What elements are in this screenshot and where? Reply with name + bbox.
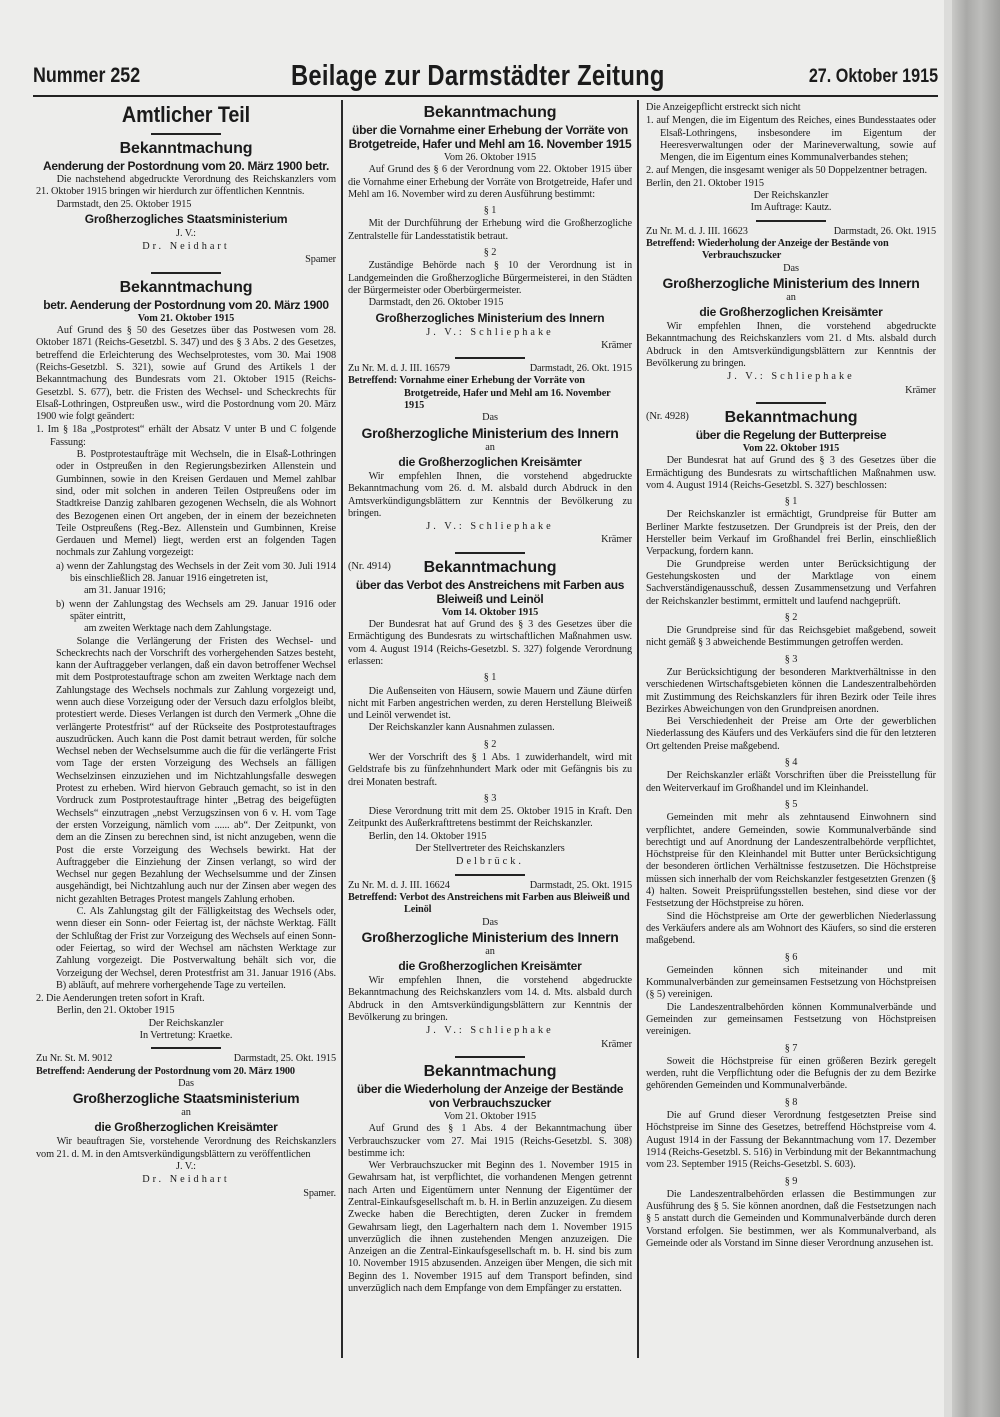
text: Amtlicher Teil: [121, 102, 251, 127]
paragraph: [348, 260, 632, 297]
text: Bekanntmachung: [724, 408, 858, 426]
text: Die Landeszentralbehörden können Kommunalverbände und Gemeinden zur gemeinsamen Festsetzung von Höchstpreisen vereinigen.: [646, 1001, 936, 1038]
text: Der Reichskanzler erläßt Vorschriften über die Preisstellung für den Weiterverkauf im Großhandel und im Kleinhandel.: [646, 770, 936, 794]
subject-line: [348, 892, 632, 917]
paragraph: [646, 625, 936, 650]
issue-date: 27. Oktober 1915: [808, 66, 938, 87]
paragraph: [646, 716, 936, 753]
subject-line: [36, 1066, 336, 1078]
centered-line: [646, 190, 936, 202]
centered-line: [36, 1018, 336, 1030]
signature: [348, 327, 632, 339]
text: Gemeinden können sich miteinander und mit Kommunalverbänden zur gemeinsamen Festsetzung von Höchstpreisen (§ 5) vereinigen.: [646, 964, 936, 1001]
centered-line: [36, 1161, 336, 1173]
authority-name: [348, 455, 632, 470]
centered-line: [646, 292, 936, 304]
text: Großherzogliche Staatsministerium: [72, 1090, 300, 1107]
text: Das: [482, 916, 498, 928]
paragraph: [36, 636, 336, 907]
book-spine-edge: [952, 0, 1000, 1417]
paragraph: [646, 509, 936, 558]
text: Vom 21. Oktober 1915: [443, 1110, 537, 1122]
text: Das: [783, 262, 799, 274]
text: Zur Berücksichtigung der besonderen Marktverhältnisse in den verschiedenen Wirtschaftsgebieten können die Landeszentralbehörden mit Zustimmung des Reichskanzlers für ihren Bezirk oder Teile ihres Bezirkes Abweichungen von den Grundpreisen anordnen.: [646, 666, 936, 715]
reference-line: [348, 880, 632, 892]
reference-number: Zu Nr. M. d. J. III. 16624: [348, 879, 450, 891]
centered-line: [348, 442, 632, 454]
paragraph: [348, 164, 632, 201]
text: Bei Verschiedenheit der Preise am Orte der gewerblichen Niederlassung des Käufers und des Verkäufers sind die für den letzteren Ort geltenden Preise maßgebend.: [646, 716, 936, 752]
notice-number: (Nr. 4914): [348, 560, 391, 572]
text: § 7: [784, 1042, 798, 1054]
text: Großherzogliches Staatsministerium: [84, 211, 288, 226]
text: Wir empfehlen Ihnen, die vorstehend abgedruckte Bekanntmachung des Reichskanzlers vom 21. d Mts. alsbald durch Abdruck in den Amtsverkündigungsblättern zur Kenntnis der Bevölkerung zu bringen.: [646, 321, 936, 370]
reference-date: Darmstadt, 25. Okt. 1915: [233, 1053, 336, 1065]
paragraph: [646, 812, 936, 910]
signature: [348, 856, 632, 868]
paragraph: [36, 325, 336, 423]
paragraph: [646, 911, 936, 948]
text: am 31. Januar 1916;: [84, 585, 166, 597]
paragraph: [646, 102, 936, 114]
section-number: [646, 1043, 936, 1055]
paragraph: [348, 1160, 632, 1295]
text: Wir empfehlen Ihnen, die vorstehend abgedruckte Bekanntmachung vom 26. d. M. alsbald durch Abdruck in den Amtsverkündigungsblättern zur Kenntnis der Bevölkerung zu bringen.: [348, 470, 632, 519]
text: Die Außenseiten von Häusern, sowie Mauern und Zäune dürfen nicht mit Farben angestrichen werden, zu deren Herstellung Bleiweiß und Leinöl verwendet ist.: [348, 685, 632, 722]
text: B. Postprotestaufträge mit Wechseln, die in Elsaß-Lothringen oder in Ostpreußen in den Regierungsbezirken Allenstein und Gumbinnen, sowie in den Kreisen Gerdauen und Memel zahlbar sind, oder mit solchen in anderen Teilen Ostpreußens oder im Stadtkreise Danzig zahlbaren gezogenen Wechseln, die als Wohnort des Bezogenen einen Ort angeben, der in einem der bezeichneten Teile Ostpreußens (Reg.-Bez. Allenstein und Gumbinnen, Kreise Gerdauen und Memel) liegt, werden erst an folgenden Tagen nochmals zur Zahlung vorgezeigt:: [56, 449, 336, 559]
section-title: [51, 102, 321, 128]
authority-name: [36, 212, 336, 227]
notice-subject: [646, 428, 936, 442]
notice-heading: [36, 139, 336, 159]
centered-line: [348, 946, 632, 958]
notice-subject: [348, 578, 632, 606]
text: die Großherzoglichen Kreisämter: [94, 1120, 278, 1135]
text: Spamer: [305, 254, 336, 266]
subject-line: [348, 375, 632, 412]
text: J. V.: Schliephake: [426, 1025, 554, 1037]
notice-subject: [348, 123, 632, 151]
authority-name: [36, 1090, 336, 1107]
paragraph: [36, 174, 336, 199]
text: Auf Grund des § 50 des Gesetzes über das Postwesen vom 28. Oktober 1871 (Reichs-Gesetzbl. S. 347) und des § 3 Abs. 2 des Gesetzes, betreffend die Erleichterung des Wechselprotestes, vom 30. Mai 1908 (Reichs-Gesetzbl. S. 321), sowie auf Grund des Artikels 1 der Bekanntmachung des Bundesrats vom 21. Oktober 1915 (Reichs-Gesetzbl. S. 677), betr. die Fristen des Wechsel- und Scheckrechts für Elsaß-Lothringen, Ostpreußen usw., wird die Postordnung vom 20. März 1900 wie folgt geändert:: [36, 325, 336, 423]
text: Der Bundesrat hat auf Grund des § 3 des Gesetzes über die Ermächtigung des Bundesrats zu wirtschaftlichen Maßnahmen usw. vom 4. August 1914 (Reichs-Gesetzbl. S. 327) folgende Verordnung erlassen:: [348, 619, 632, 667]
text: Großherzogliche Ministerium des Innern: [361, 928, 619, 945]
text: Bekanntmachung: [423, 558, 557, 576]
text: Großherzogliche Ministerium des Innern: [361, 424, 619, 441]
text: In Vertretung: Kraetke.: [139, 1030, 233, 1041]
text: Der Reichskanzler kann Ausnahmen zulassen.: [368, 722, 555, 734]
text: Die Landeszentralbehörden erlassen die Bestimmungen zur Ausführung des § 5. Sie können anordnen, daß die Festsetzungen nach § 5 anstatt durch die Gemeinden und Kommunalverbände durch deren Vorstand erfolgen. Sie bestimmen, wer als Kommunalverband, als Gemeinde oder als Vorstand im Sinne dieser Verordnung anzusehen ist.: [646, 1188, 936, 1250]
section-number: [646, 612, 936, 624]
reference-date: Darmstadt, 25. Okt. 1915: [529, 879, 632, 891]
text: Wer Verbrauchszucker mit Beginn des 1. November 1915 in Gewahrsam hat, ist verpflichtet, die vorhandenen Mengen getrennt nach Arten und Eigentümern unter Nennung der Eigentümer der Zentral-Einkaufsgesellschaft m. b. H. in Berlin anzuzeigen. Zu diesem Zwecke haben die Berechtigten, deren Zucker in fremdem Gewahrsam liegt, den Lagerhaltern nach dem 1. November 1915 unverzüglich die ihnen zustehenden Mengen anzuzeigen. Die Anzeigen an die Zentral-Einkaufsgesellschaft m. b. H. sind bis zum 10. November 1915 abzusenden. Anzeigen über Mengen, die sich mit Beginn des 1. November 1915 auf dem Transport befinden, sind unverzüglich nach dem Empfange von dem Empfänger zu erstatten.: [348, 1160, 632, 1295]
paragraph: [36, 449, 336, 560]
paragraph: [36, 906, 336, 992]
reference-line: [348, 363, 632, 375]
paragraph: [348, 722, 632, 734]
text: 2. Die Aenderungen treten sofort in Kraft.: [36, 993, 205, 1005]
reference-date: Darmstadt, 26. Okt. 1915: [833, 225, 936, 237]
masthead-rule: [33, 95, 938, 97]
text: § 3: [483, 792, 497, 804]
text: am zweiten Werktage nach dem Zahlungstage.: [84, 623, 272, 635]
signature: [646, 371, 936, 383]
centered-line: [646, 202, 936, 214]
text: Der Reichskanzler: [148, 1017, 224, 1029]
centered-line: [348, 843, 632, 855]
notice-date: [646, 443, 936, 455]
text: Das: [482, 412, 498, 424]
text: Das: [178, 1077, 194, 1089]
section-number: [646, 1097, 936, 1109]
list-item: [36, 993, 336, 1005]
separator-rule: [455, 874, 525, 876]
paragraph: [36, 1136, 336, 1161]
notice-number: (Nr. 4928): [646, 410, 689, 422]
text: Berlin, den 21. Oktober 1915: [646, 177, 764, 189]
text: Sind die Höchstpreise am Orte der gewerblichen Niederlassung des Verkäufers andere als am Wohnort des Käufers, so sind die ersteren maßgebend.: [646, 910, 936, 947]
text: Betreffend: Vornahme einer Erhebung der Vorräte von Brotgetreide, Hafer und Mehl am 16. November 1915: [348, 375, 611, 412]
text: § 9: [784, 1175, 798, 1187]
centered-line: [348, 917, 632, 929]
text: Die Anzeigepflicht erstreckt sich nicht: [646, 102, 801, 113]
page-gutter: [944, 0, 952, 1417]
notice-heading: [36, 278, 336, 298]
separator-rule: [151, 133, 221, 135]
notice-heading: [348, 1062, 632, 1082]
list-item: [646, 115, 936, 164]
text: Dr. Neidhart: [142, 241, 230, 253]
text: an: [181, 1107, 191, 1119]
paragraph: [348, 752, 632, 789]
text: über das Verbot des Anstreichens mit Farben aus Bleiweiß und Leinöl: [355, 577, 625, 606]
paragraph: [646, 965, 936, 1002]
text: J. V.:: [176, 227, 196, 239]
text: Bekanntmachung: [423, 104, 557, 121]
text: a) wenn der Zahlungstag des Wechsels in der Zeit vom 30. Juli 1914 bis einschließlich 28. Januar 1916 eingetreten ist,: [56, 560, 336, 585]
separator-rule: [455, 357, 525, 359]
text: § 2: [483, 738, 497, 750]
authority-name: [348, 425, 632, 442]
text: Krämer: [601, 1038, 632, 1050]
reference-number: Zu Nr. M. d. J. III. 16579: [348, 363, 450, 375]
text: § 2: [483, 247, 497, 259]
signature-right: [646, 385, 936, 397]
paragraph: [36, 1005, 336, 1017]
text: die Großherzoglichen Kreisämter: [398, 959, 582, 974]
paragraph: [646, 1110, 936, 1171]
text: Krämer: [905, 384, 936, 396]
authority-name: [36, 1120, 336, 1135]
signature-right: [348, 1039, 632, 1051]
paragraph: [348, 218, 632, 243]
centered-line: [348, 412, 632, 424]
notice-date: [36, 313, 336, 325]
text: § 8: [784, 1096, 798, 1108]
text: J. V.: Schliephake: [727, 371, 855, 383]
notice-date: [348, 607, 632, 619]
section-number: [646, 1176, 936, 1188]
section-number: [646, 654, 936, 666]
text: Auf Grund des § 1 Abs. 4 der Bekanntmachung über Verbrauchszucker vom 27. Mai 1915 (Reichs-Gesetzbl. S. 308) bestimme ich:: [348, 1123, 632, 1159]
reference-line: [36, 1053, 336, 1065]
notice-heading: [348, 558, 632, 578]
separator-rule: [756, 220, 826, 222]
authority-name: [646, 305, 936, 320]
text: Gemeinden mit mehr als zehntausend Einwohnern sind verpflichtet, andere Gemeinden, sowie Kommunalverbände sind berechtigt und auf Anordnung der Landeszentralbehörde verpflichtet, Höchstpreise für den Kleinhandel mit Butter unter Berücksichtigung der besonderen örtlichen Verhältnisse festzusetzen. Die Höchstpreise müssen sich innerhalb der vom Reichskanzler festgesetzten Grenzen (§ 4) halten. Soweit Preisprüfungsstellen bestehen, sind diese vor der Festsetzung der Höchstpreise zu hören.: [646, 812, 936, 910]
text: Vom 14. Oktober 1915: [441, 606, 539, 618]
text: Vom 21. Oktober 1915: [137, 312, 235, 324]
newspaper-title: Beilage zur Darmstädter Zeitung: [291, 60, 665, 92]
issue-number: Nummer 252: [33, 64, 141, 87]
section-number: [646, 799, 936, 811]
text: betr. Aenderung der Postordnung vom 20. März 1900: [43, 297, 329, 312]
text: J. V.: Schliephake: [426, 326, 554, 338]
notice-subject: [36, 298, 336, 312]
text: Bekanntmachung: [119, 140, 253, 157]
text: Der Stellvertreter des Reichskanzlers: [415, 843, 565, 855]
text: die Großherzoglichen Kreisämter: [699, 305, 883, 320]
text: Betreffend: Wiederholung der Anzeige der Bestände von Verbrauchszucker: [646, 237, 889, 262]
list-item: [646, 165, 936, 177]
signature: [348, 1025, 632, 1037]
notice-heading: [348, 103, 632, 123]
text: an: [485, 441, 495, 453]
text: Der Bundesrat hat auf Grund des § 3 des Gesetzes über die Ermächtigung des Bundesrats zu wirtschaftlichen Maßnahmen usw. vom 4. August 1914 (Reichs-Gesetzbl. S. 327) beschlossen:: [646, 455, 936, 491]
text: Aenderung der Postordnung vom 20. März 1900 betr.: [42, 159, 330, 173]
text: Die nachstehend abgedruckte Verordnung des Reichskanzlers vom 21. Oktober 1915 bringen wir hierdurch zur öffentlichen Kenntnis.: [36, 174, 336, 198]
text: 2. auf Mengen, die insgesamt weniger als 50 Doppelzentner betragen.: [646, 165, 927, 177]
text: Wir beauftragen Sie, vorstehende Verordnung des Reichskanzlers vom 21. d. M. in den Amtsverkündigungsblättern zu veröffentlichen: [36, 1136, 336, 1160]
separator-rule: [151, 1047, 221, 1049]
section-number: [646, 757, 936, 769]
text: § 1: [483, 672, 497, 684]
centered-line: [348, 1111, 632, 1123]
text: Der Reichskanzler ist ermächtigt, Grundpreise für Butter am Berliner Markte festzusetzen. Der Grundpreis ist der Preis, den der Hersteller beim Verkauf im Großhandel frei Berlin, einschließlich Verpackung, fordern kann.: [646, 509, 936, 558]
paragraph: [646, 178, 936, 190]
text: § 6: [784, 951, 798, 963]
paragraph: [646, 1002, 936, 1039]
text: Die auf Grund dieser Verordnung festgesetzten Preise sind Höchstpreise im Sinne des Gesetzes, betreffend Höchstpreise vom 4. August 1914 in der Fassung der Bekanntmachung vom 17. Dezember 1914 (Reichs-Gesetzbl. S. 516) in Verbindung mit der Bekanntmachung vom 23. September 1915 (Reichs-Gesetzbl. S. 603).: [646, 1110, 936, 1171]
text: Bekanntmachung: [423, 1062, 557, 1080]
text: Darmstadt, den 26. Oktober 1915: [368, 297, 504, 309]
column-3: [646, 102, 936, 1250]
text: Die Grundpreise werden unter Berücksichtigung der Gestehungskosten und der Marktlage von einem Sachverständigenausschuß, dessen Zusammensetzung und Verfahren der Reichskanzler bestimmt, ermittelt und laufend nachgeprüft.: [646, 558, 936, 607]
signature-right: [348, 340, 632, 352]
paragraph: [348, 975, 632, 1024]
masthead: [33, 60, 938, 94]
paragraph: [348, 1123, 632, 1160]
text: Mit der Durchführung der Erhebung wird die Großherzogliche Zentralstelle für Landesstatistik betraut.: [348, 218, 632, 242]
text: Spamer.: [303, 1187, 336, 1199]
section-number: [348, 739, 632, 751]
text: J. V.: Schliephake: [426, 521, 554, 533]
authority-name: [348, 959, 632, 974]
paragraph: [348, 471, 632, 520]
authority-name: [646, 275, 936, 292]
text: Zuständige Behörde nach § 10 der Verordnung ist in Landgemeinden die Großherzogliche Bürgermeisterei, in den Städten der Bürgermeister oder Oberbürgermeister.: [348, 260, 632, 296]
centered-line: [36, 228, 336, 240]
text: § 2: [784, 611, 798, 623]
reference-date: Darmstadt, 26. Okt. 1915: [529, 363, 632, 375]
list-item: [36, 424, 336, 449]
text: Im Auftrage: Kautz.: [750, 202, 832, 214]
centered-line: [36, 1078, 336, 1090]
text: Großherzogliches Ministerium des Innern: [375, 310, 605, 325]
text: Solange die Verlängerung der Fristen des Wechsel- und Scheckrechts nach der Vorschrift des vorhergehenden Satzes besteht, kann der Auftraggeber verlangen, daß ein davon betroffener Wechsel mit dem Postprotestauftrage schon am zweiten Werktage nach dem Zahlungstage des Wechsels nochmals zur Zahlung vorgezeigt und, wenn auch diese Vorzeigung oder der Versuch dazu erfolglos bleibt, protestiert werde. Dieses Verlangen ist durch den Vermerk „Ohne die verlängerte Protestfrist“ auf der Rückseite des Postprotestauftrages auszudrücken. Auch kann die Post damit betraut werden, für solche Wechsel neben der Wechselsumme auch die für die verlängerte Frist vom Tage der ersten Vorzeigung des Wechsels an fälligen Wechselzinsen einzuziehen und im Nichtzahlungsfalle deswegen Protest zu erheben. Wird hiervon Gebrauch gemacht, so ist in den Vordruck zum Postprotestauftrage hinter „Betrag des beigefügten Wechsels“ einzutragen „nebst Verzugszinsen von 6 v. H. vom Tage der ersten Vorzeigung, nämlich vom ...... ab“. Der Zeitpunkt, von dem an die Zinsen zu berechnen sind, ist nicht anzugeben, wenn die Post die erste Vorzeigung des Wechsels bewirkt. Hat der Auftraggeber die Einziehung der Zinsen verlangt, so wird der Wechsel nur gegen Bezahlung der Wechselsumme und der Zinsen ausgehändigt, bei Nichtzahlung auch nur der Zinsen aber wegen des nicht gezahlten Betrages Protest mangels Zahlung erhoben.: [56, 635, 336, 905]
paragraph: [646, 559, 936, 608]
section-number: [348, 793, 632, 805]
list-item: [84, 623, 336, 635]
authority-name: [348, 311, 632, 326]
paragraph: [646, 455, 936, 492]
section-number: [348, 672, 632, 684]
signature: [36, 241, 336, 253]
section-number: [348, 247, 632, 259]
reference-number: Zu Nr. St. M. 9012: [36, 1053, 113, 1065]
text: Soweit die Höchstpreise für einen größeren Bezirk geregelt werden, ruht die Verpflichtung oder die Befugnis der zu dem Bezirke gehörenden Gemeinden und Kommunalverbände.: [646, 1055, 936, 1092]
text: die Großherzoglichen Kreisämter: [398, 454, 582, 469]
text: Betreffend: Aenderung der Postordnung vom 20. März 1900: [36, 1065, 295, 1077]
notice-subject: [36, 159, 336, 173]
section-number: [646, 496, 936, 508]
column-divider: [341, 100, 343, 1358]
text: 1. auf Mengen, die im Eigentum des Reiches, eines Bundesstaates oder Elsaß-Lothringens, insbesondere im Eigentum der Heeresverwaltungen oder der Marineverwaltung, sowie auf Mengen, die im Eigentum eines Kommunalverbandes stehen;: [646, 115, 936, 164]
list-item: [56, 599, 336, 624]
text: an: [485, 945, 495, 957]
section-number: [348, 205, 632, 217]
signature-right: [36, 254, 336, 266]
centered-line: [36, 1030, 336, 1042]
subject-line: [646, 238, 936, 263]
authority-name: [348, 929, 632, 946]
text: § 4: [784, 757, 798, 769]
text: Krämer: [601, 339, 632, 351]
reference-number: Zu Nr. M. d. J. III. 16623: [646, 225, 748, 237]
text: Berlin, den 14. Oktober 1915: [368, 830, 487, 842]
paragraph: [348, 686, 632, 723]
notice-heading: [646, 408, 936, 428]
text: Auf Grund des § 6 der Verordnung vom 22. Oktober 1915 über die Vornahme einer Erhebung der Vorräte von Brotgetreide, Hafer und Mehl am 16. November wird zu deren Ausführung bestimmt:: [348, 164, 632, 200]
text: Delbrück.: [456, 856, 524, 868]
text: Krämer: [601, 534, 632, 546]
text: Der Reichskanzler: [753, 190, 829, 202]
paragraph: [646, 667, 936, 716]
text: § 5: [784, 798, 798, 810]
text: Bekanntmachung: [119, 278, 253, 296]
text: an: [786, 291, 796, 303]
separator-rule: [756, 402, 826, 404]
signature-right: [348, 534, 632, 546]
signature-right: [36, 1188, 336, 1200]
text: Vom 26. Oktober 1915: [443, 152, 537, 163]
paragraph: [348, 297, 632, 309]
signature: [348, 521, 632, 533]
paragraph: [348, 831, 632, 843]
column-2: [348, 102, 632, 1295]
paragraph: [348, 806, 632, 831]
centered-line: [36, 1107, 336, 1119]
text: Betreffend: Verbot des Anstreichens mit Farben aus Bleiweiß und Leinöl: [348, 891, 630, 916]
paragraph: [646, 321, 936, 370]
reference-line: [646, 226, 936, 238]
column-1: [36, 102, 336, 1200]
list-item: [84, 585, 336, 597]
text: § 1: [483, 205, 497, 217]
paragraph: [348, 619, 632, 668]
paragraph: [646, 1056, 936, 1093]
text: Wer der Vorschrift des § 1 Abs. 1 zuwiderhandelt, wird mit Geldstrafe bis zu fünfzehnhundert Mark oder mit Gefängnis bis zu drei Monaten bestraft.: [348, 751, 632, 788]
signature: [36, 1174, 336, 1186]
text: J. V.:: [176, 1161, 196, 1173]
text: § 3: [784, 653, 798, 665]
text: Berlin, den 21. Oktober 1915: [56, 1005, 175, 1017]
text: Großherzogliche Ministerium des Innern: [662, 274, 920, 291]
separator-rule: [455, 552, 525, 554]
paragraph: [646, 1189, 936, 1250]
text: über die Vornahme einer Erhebung der Vorräte von Brotgetreide, Hafer und Mehl am 16. November 1915: [348, 123, 632, 151]
text: Die Grundpreise sind für das Reichsgebiet maßgebend, soweit nicht gemäß § 3 abweichende Bestimmungen getroffen werden.: [646, 625, 936, 649]
text: Diese Verordnung tritt mit dem 25. Oktober 1915 in Kraft. Den Zeitpunkt des Außerkrafttretens bestimmt der Reichskanzler.: [348, 806, 632, 830]
text: 1. Im § 18a „Postprotest“ erhält der Absatz V unter B und C folgende Fassung:: [36, 424, 336, 448]
paragraph: [646, 770, 936, 795]
separator-rule: [151, 272, 221, 274]
text: Darmstadt, den 25. Oktober 1915: [56, 198, 192, 210]
section-number: [646, 952, 936, 964]
text: über die Regelung der Butterpreise: [695, 427, 887, 442]
column-divider: [637, 100, 639, 1358]
list-item: [56, 561, 336, 586]
text: Wir empfehlen Ihnen, die vorstehend abgedruckte Bekanntmachung des Reichskanzlers vom 14. d. Mts. alsbald durch Abdruck in den Amtsverkündigungsblättern zur Kenntnis der Bevölkerung zu bringen.: [348, 975, 632, 1024]
text: § 1: [784, 496, 798, 508]
paragraph: [36, 199, 336, 211]
text: Dr. Neidhart: [142, 1174, 230, 1186]
notice-subject: [348, 1082, 632, 1110]
separator-rule: [455, 1056, 525, 1058]
text: über die Wiederholung der Anzeige der Bestände von Verbrauchszucker: [356, 1081, 624, 1110]
centered-line: [348, 152, 632, 164]
text: Vom 22. Oktober 1915: [742, 442, 840, 454]
text: C. Als Zahlungstag gilt der Fälligkeitstag des Wechsels oder, wenn dieser ein Sonn- oder Feiertag ist, der nächste Werktag. Fällt der Schlußtag der Frist zur Vorzeigung des Wechsels auf einen Sonn- oder Feiertag, so wird der Wechsel am nächsten Werktage zur Zahlung vorgezeigt. Die Postverwaltung behält sich vor, die Vorzeigung der Wechsel, deren Protestfrist am 31. Januar 1916 (Abs. B) abläuft, auf mehrere vorhergehende Tage zu verteilen.: [56, 906, 336, 991]
centered-line: [646, 263, 936, 275]
text: b) wenn der Zahlungstag des Wechsels am 29. Januar 1916 oder später eintritt,: [56, 598, 336, 622]
